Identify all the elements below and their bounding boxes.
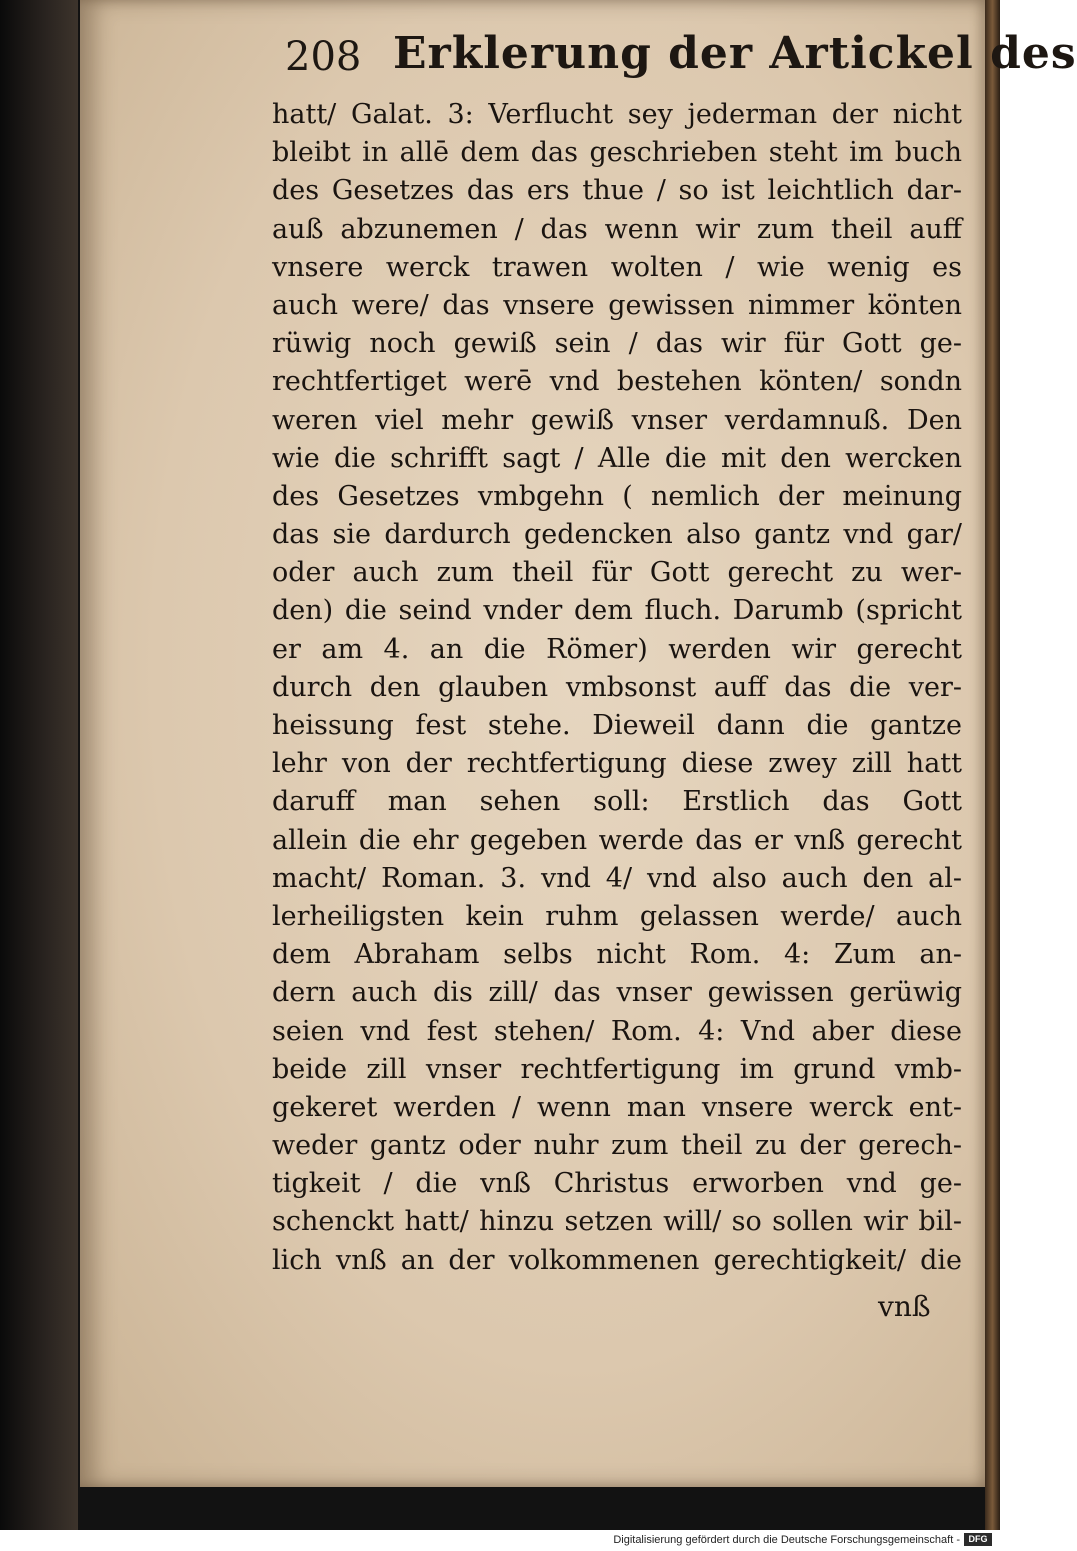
text-line: oder auch zum theil für Gott gerecht zu wer- [272, 557, 962, 589]
text-line: schenckt hatt/ hinzu setzen will/ so sollen wir bil- [272, 1206, 962, 1238]
text-line: lich vnß an der volkommenen gerechtigkeit/ die [272, 1244, 962, 1276]
text-line: gekeret werden / wenn man vnsere werck ent- [272, 1091, 962, 1123]
text-line: das sie dardurch gedencken also gantz vnd gar/ [272, 519, 962, 551]
body-text [272, 96, 962, 1280]
book-spine-edge [0, 0, 78, 1530]
text-line: allein die ehr gegeben werde das er vnß gerecht [272, 824, 962, 856]
text-line: dern auch dis zill/ das vnser gewissen gerüwig [272, 977, 962, 1009]
text-line: des Gesetzes das ers thue / so ist leichtlich dar- [272, 175, 962, 207]
running-head: Erklerung der Artickel des [393, 28, 1077, 79]
dfg-logo: DFG [964, 1533, 992, 1546]
text-line: daruff man sehen soll: Erstlich das Gott [272, 786, 962, 818]
text-line: wie die schrifft sagt / Alle die mit den wercken [272, 442, 962, 474]
text-line: lerheiligsten kein ruhm gelassen werde/ auch [272, 900, 962, 932]
text-line: er am 4. an die Römer) werden wir gerecht [272, 633, 962, 665]
text-line: hatt/ Galat. 3: Verflucht sey jederman der nicht [272, 99, 962, 130]
text-line: heissung fest stehe. Dieweil dann die gantze [272, 710, 962, 741]
text-line: weren viel mehr gewiß vnser verdamnuß. Den [272, 404, 962, 436]
text-line: rechtfertiget werē vnd bestehen könten/ sondn [272, 366, 962, 398]
text-line: den) die seind vnder dem fluch. Darumb (spricht [272, 595, 962, 627]
text-line: auß abzunemen / das wenn wir zum theil auff [272, 213, 962, 245]
text-line: rüwig noch gewiß sein / das wir für Gott ge- [272, 328, 962, 360]
digitization-credit: Digitalisierung gefördert durch die Deutsche Forschungsgemeinschaft - [613, 1534, 960, 1546]
text-line: des Gesetzes vmbgehn ( nemlich der meinung [272, 480, 962, 512]
text-line: beide zill vnser rechtfertigung im grund vmb- [272, 1053, 962, 1085]
text-line: bleibt in allē dem das geschrieben steht im buch [272, 137, 962, 169]
text-line: lehr von der rechtfertigung diese zwey zill hatt [272, 748, 962, 780]
text-line: tigkeit / die vnß Christus erworben vnd ge- [272, 1168, 962, 1200]
text-line: dem Abraham selbs nicht Rom. 4: Zum an- [272, 939, 962, 971]
text-line: durch den glauben vmbsonst auff das die ver- [272, 671, 962, 703]
page-header [285, 28, 1077, 88]
catchword: vnß [878, 1290, 931, 1323]
text-line: weder gantz oder nuhr zum theil zu der gerech- [272, 1130, 962, 1162]
text-line: macht/ Roman. 3. vnd 4/ vnd also auch den al- [272, 862, 962, 894]
text-line: auch were/ das vnsere gewissen nimmer könten [272, 289, 962, 321]
page-number: 208 [285, 34, 362, 80]
text-line: seien vnd fest stehen/ Rom. 4: Vnd aber diese [272, 1015, 962, 1047]
text-line: vnsere werck trawen wolten / wie wenig es [272, 251, 962, 283]
page-fore-edge [985, 0, 1000, 1530]
